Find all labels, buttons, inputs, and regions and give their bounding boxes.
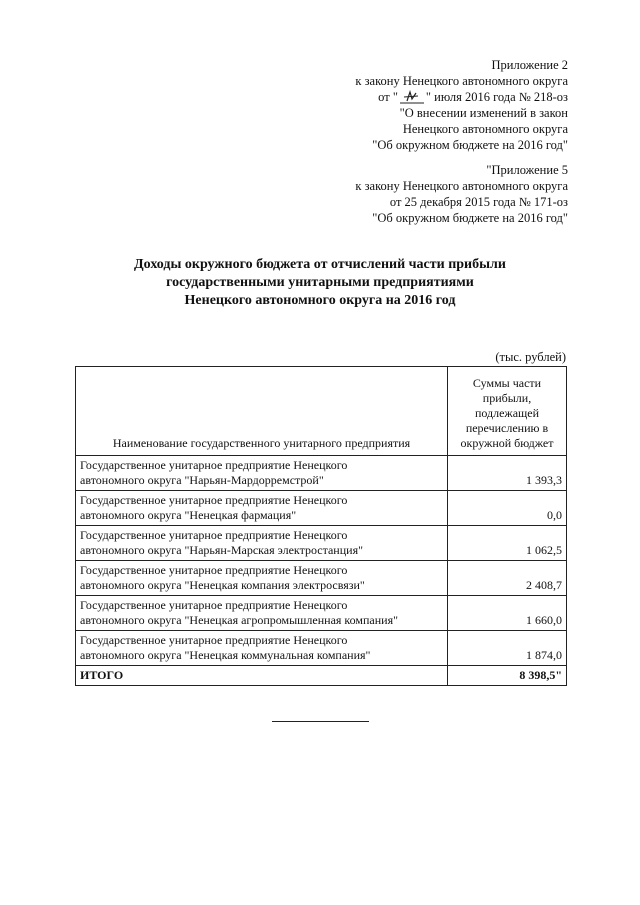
handwritten-day-signature — [398, 90, 426, 104]
title-line-3: Ненецкого автономного округа на 2016 год — [184, 293, 456, 308]
header-amount — [448, 367, 567, 456]
header-amount-line: окружной бюджет — [460, 436, 554, 450]
appendix-2-date — [355, 89, 568, 105]
units-label: (тыс. рублей) — [495, 350, 566, 364]
amount-value: 1 874,0 — [448, 631, 567, 666]
enterprise-name — [76, 596, 448, 631]
header-amount-line: Суммы части — [472, 376, 542, 390]
appendix-5-label: "Приложение 5 — [486, 163, 568, 177]
appendix-2-subject-3: "Об окружном бюджете на 2016 год" — [372, 138, 568, 152]
enterprise-name — [76, 561, 448, 596]
title-line-2: государственными унитарными предприятиями — [166, 275, 474, 290]
name-line: автономного округа "Ненецкая компания электросвязи" — [80, 578, 365, 592]
appendix-5-subject: "Об окружном бюджете на 2016 год" — [372, 211, 568, 225]
amount-value: 1 660,0 — [448, 596, 567, 631]
table-row — [76, 561, 567, 596]
name-line: автономного округа "Нарьян-Мардорремстрой" — [80, 473, 324, 487]
table-header-row — [76, 367, 567, 456]
document-title — [0, 256, 640, 310]
name-line: автономного округа "Ненецкая фармация" — [80, 508, 297, 522]
amount-value: 1 393,3 — [448, 456, 567, 491]
appendix-2-header — [355, 57, 568, 153]
enterprise-name — [76, 631, 448, 666]
header-amount-line: перечислению в — [465, 421, 549, 435]
date-prefix: от " — [378, 90, 398, 104]
table-row — [76, 456, 567, 491]
total-row — [76, 666, 567, 686]
appendix-2-subject-1: "О внесении изменений в закон — [399, 106, 568, 120]
amount-value: 2 408,7 — [448, 561, 567, 596]
amount-value: 0,0 — [448, 491, 567, 526]
appendix-2-label: Приложение 2 — [491, 58, 568, 72]
header-amount-line: подлежащей — [474, 406, 540, 420]
income-table — [75, 366, 567, 686]
appendix-2-subject-2: Ненецкого автономного округа — [402, 122, 568, 136]
appendix-5-header — [355, 162, 568, 226]
appendix-5-date: от 25 декабря 2015 года № 171-оз — [389, 195, 568, 209]
name-line: автономного округа "Ненецкая коммунальная компания" — [80, 648, 371, 662]
table-row — [76, 526, 567, 561]
table-row — [76, 631, 567, 666]
name-line: Государственное унитарное предприятие Ненецкого — [80, 493, 348, 507]
total-value: 8 398,5" — [448, 666, 567, 686]
name-line: Государственное унитарное предприятие Ненецкого — [80, 633, 348, 647]
enterprise-name — [76, 456, 448, 491]
name-line: автономного округа "Нарьян-Марская электростанция" — [80, 543, 363, 557]
end-divider — [272, 721, 369, 722]
total-label: ИТОГО — [76, 666, 448, 686]
header-amount-line: прибыли, — [482, 391, 532, 405]
name-line: Государственное унитарное предприятие Ненецкого — [80, 528, 348, 542]
table-row — [76, 596, 567, 631]
enterprise-name — [76, 526, 448, 561]
name-line: Государственное унитарное предприятие Ненецкого — [80, 598, 348, 612]
table-row — [76, 491, 567, 526]
name-line: автономного округа "Ненецкая агропромышленная компания" — [80, 613, 399, 627]
name-line: Государственное унитарное предприятие Ненецкого — [80, 563, 348, 577]
header-enterprise-name: Наименование государственного унитарного предприятия — [76, 367, 448, 456]
enterprise-name — [76, 491, 448, 526]
title-line-1: Доходы окружного бюджета от отчислений части прибыли — [134, 257, 506, 272]
appendix-2-law: к закону Ненецкого автономного округа — [355, 74, 568, 88]
date-suffix: " июля 2016 года № 218-оз — [425, 90, 568, 104]
amount-value: 1 062,5 — [448, 526, 567, 561]
appendix-5-law: к закону Ненецкого автономного округа — [355, 179, 568, 193]
name-line: Государственное унитарное предприятие Ненецкого — [80, 458, 348, 472]
